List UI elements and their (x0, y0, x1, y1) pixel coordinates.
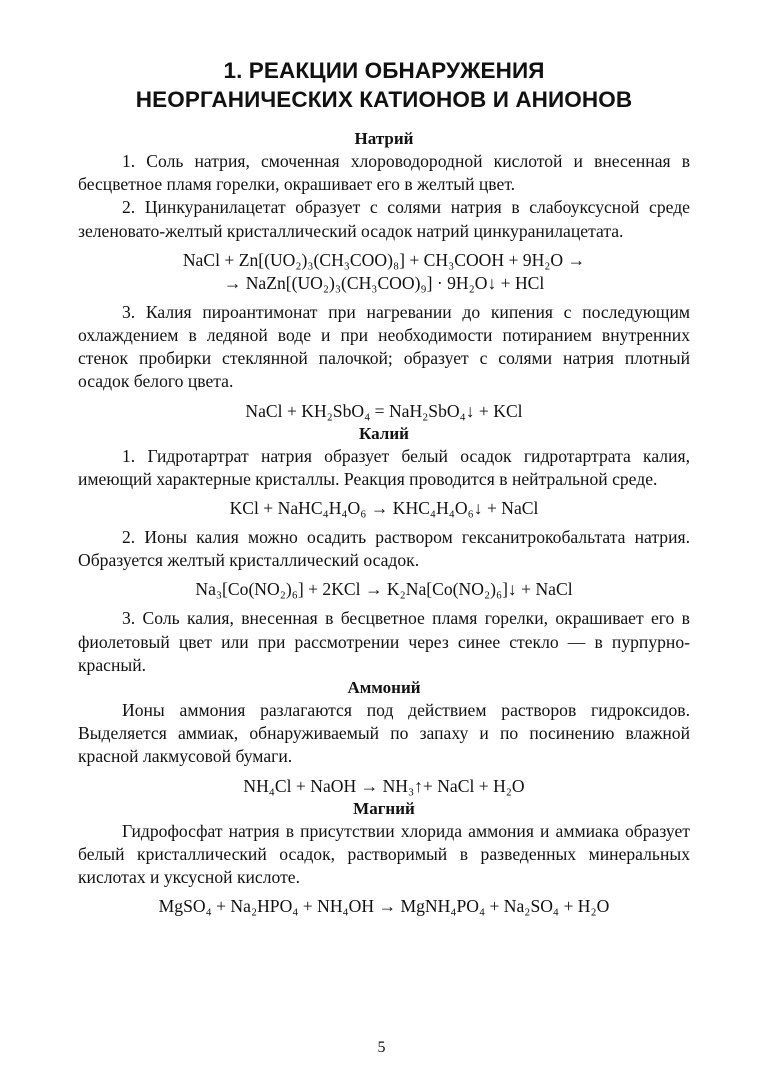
page-body (78, 50, 690, 924)
sodium-paragraph-3: 3. Калия пироантимонат при нагревании до кипения с последующим охлаждением в ледяной воде и при необходимости потиранием внутренних стенок пробирки стеклянной палочкой; образует с солями натрия плотный осадок белого цвета. (78, 301, 690, 392)
chapter-title-line-2: НЕОРГАНИЧЕСКИХ КАТИОНОВ И АНИОНОВ (135, 87, 633, 112)
page-number: 5 (377, 1039, 386, 1056)
chapter-title-line-1: 1. РЕАКЦИИ ОБНАРУЖЕНИЯ (223, 58, 545, 83)
chapter-title (78, 56, 690, 114)
potassium-paragraph-1: 1. Гидротартрат натрия образует белый осадок гидротартрата калия, имеющий характерные кристаллы. Реакция проводится в нейтральной среде. (78, 445, 690, 489)
equation-tartrate: KCl + NaHC₄H₄O₆ → KHC₄H₄O₆↓ + NaCl (229, 498, 539, 519)
potassium-paragraph-3: 3. Соль калия, внесенная в бесцветное пламя горелки, окрашивает его в фиолетовый цвет или при рассмотрении через синее стекло — в пурпурно-красный. (78, 608, 690, 675)
potassium-paragraph-2: 2. Ионы калия можно осадить раствором гексанитрокобальтата натрия. Образуется желтый кристаллический осадок. (78, 527, 690, 571)
sodium-paragraph-2: 2. Цинкуранилацетат образует с солями натрия в слабоуксусной среде зеленовато-желтый кристаллический осадок натрий цинкуранилацетата. (78, 197, 690, 241)
ammonium-paragraph-1: Ионы аммония разлагаются под действием растворов гидроксидов. Выделяется аммиак, обнаруживаемый по запаху и по посинению влажной красной лакмусовой бумаги. (78, 700, 690, 767)
section-heading-ammonium: Аммоний (347, 678, 421, 698)
equation-ammonia: NH₄Cl + NaOH → NH₃↑+ NaCl + H₂O (243, 775, 525, 796)
sodium-paragraph-1: 1. Соль натрия, смоченная хлороводородной кислотой и внесенная в бесцветное пламя горелки, окрашивает его в желтый цвет. (78, 151, 690, 195)
equation-zinc-uranyl-line-2: → NaZn[(UO₂)₃(CH₃COO)₉] · 9H₂O↓ + HCl (223, 272, 545, 293)
section-heading-sodium: Натрий (354, 129, 414, 148)
equation-cobaltinitrite: Na₃[Co(NO₂)₆] + 2KCl → K₂Na[Co(NO₂)₆]↓ + NaCl (195, 579, 573, 600)
equation-pyroantimonate: NaCl + KH₂SbO₄ = NaH₂SbO₄↓ + KCl (245, 400, 523, 421)
equation-zinc-uranyl-line-1: NaCl + Zn[(UO₂)₃(CH₃COO)₈] + CH₃COOH + 9H₂O → (182, 249, 586, 270)
section-heading-potassium: Калий (359, 423, 409, 443)
magnesium-paragraph-1: Гидрофосфат натрия в присутствии хлорида аммония и аммиака образует белый кристаллический осадок, растворимый в разведенных минеральных кислотах и уксусной кислоте. (78, 820, 690, 888)
equation-magnesium: MgSO₄ + Na₂HPO₄ + NH₄OH → MgNH₄PO₄ + Na₂SO₄ + H₂O (158, 896, 610, 917)
section-heading-magnesium: Магний (353, 798, 415, 818)
